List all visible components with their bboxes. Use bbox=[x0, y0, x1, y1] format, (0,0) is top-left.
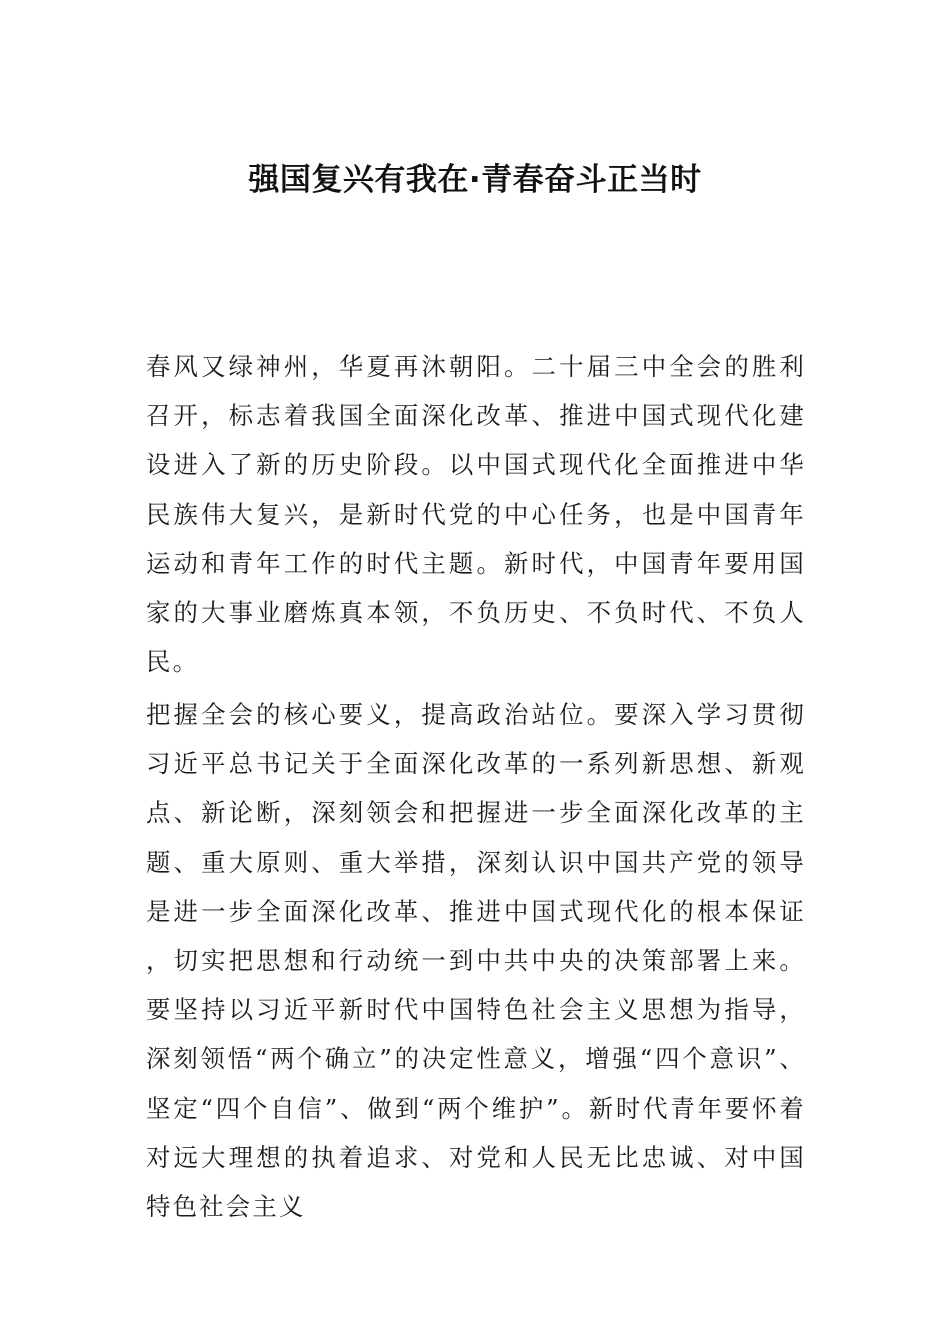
document-title: 强国复兴有我在·青春奋斗正当时 bbox=[248, 162, 702, 198]
paragraph-intro: 春风又绿神州，华夏再沐朝阳。二十届三中全会的胜利召开，标志着我国全面深化改革、推进中国式现代化建设进入了新的历史阶段。以中国式现代化全面推进中华民族伟大复兴，是新时代党的中心任务，也是中国青年运动和青年工作的时代主题。新时代，中国青年要用国家的大事业磨炼真本领，不负历史、不负时代、不负人民。 bbox=[146, 352, 806, 677]
paragraph-political-stance: 把握全会的核心要义，提高政治站位。要深入学习贯彻习近平总书记关于全面深化改革的一系列新思想、新观点、新论断，深刻领会和把握进一步全面深化改革的主题、重大原则、重大举措，深刻认识中国共产党的领导是进一步全面深化改革、推进中国式现代化的根本保证，切实把思想和行动统一到中共中央的决策部署上来。要坚持以习近平新时代中国特色社会主义思想为指导，深刻领悟“两个确立”的决定性意义，增强“四个意识”、坚定“四个自信”、做到“两个维护”。新时代青年要怀着对远大理想的执着追求、对党和人民无比忠诚、对中国特色社会主义 bbox=[146, 700, 806, 1222]
